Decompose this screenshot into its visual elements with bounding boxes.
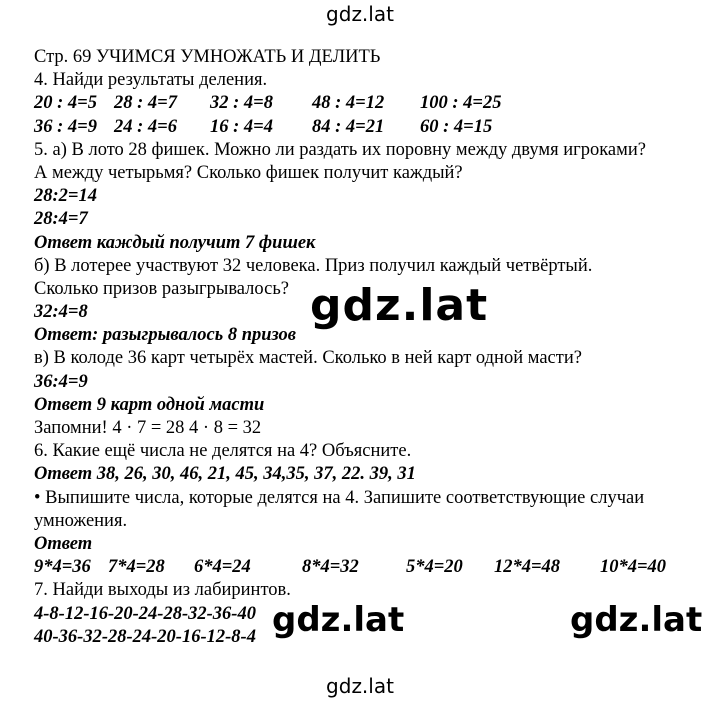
multiplication-fact: 9*4=36 bbox=[34, 557, 91, 578]
task5b-answer: Ответ: разыгрывалось 8 призов bbox=[34, 325, 297, 346]
multiplication-fact: 6*4=24 bbox=[194, 557, 251, 578]
division-result: 24 : 4=6 bbox=[114, 116, 177, 137]
task5a-text-line1: 5. а) В лото 28 фишек. Можно ли раздать их поровну между двумя игроками? bbox=[34, 139, 646, 160]
division-result: 36 : 4=9 bbox=[34, 116, 97, 137]
task5c-text-line1: в) В колоде 36 карт четырёх мастей. Сколько в ней карт одной масти? bbox=[34, 348, 582, 369]
task5a-calc1: 28:2=14 bbox=[34, 186, 97, 207]
watermark-middle: gdz.lat bbox=[310, 280, 489, 331]
watermark-bottom: gdz.lat bbox=[326, 674, 394, 698]
task4-row1 bbox=[34, 92, 714, 115]
task5a-text-line2: А между четырьмя? Сколько фишек получит каждый? bbox=[34, 162, 463, 183]
task5c-answer: Ответ 9 карт одной масти bbox=[34, 394, 265, 415]
task6-answer-label: Ответ bbox=[34, 533, 93, 554]
task5b-calc: 32:4=8 bbox=[34, 302, 88, 323]
task7-title: 7. Найди выходы из лабиринтов. bbox=[34, 580, 291, 601]
multiplication-fact: 7*4=28 bbox=[108, 557, 165, 578]
task5b-text-line2: Сколько призов разыгрывалось? bbox=[34, 278, 289, 299]
task5a-calc2: 28:4=7 bbox=[34, 209, 88, 230]
watermark-lower-left: gdz.lat bbox=[272, 600, 405, 640]
division-result: 32 : 4=8 bbox=[210, 93, 273, 114]
division-result: 20 : 4=5 bbox=[34, 93, 97, 114]
task6-bullet-line2: умножения. bbox=[34, 510, 128, 531]
task6-answer: Ответ 38, 26, 30, 46, 21, 45, 34,35, 37, 22. 39, 31 bbox=[34, 464, 416, 485]
watermark-lower-right: gdz.lat bbox=[570, 600, 703, 640]
task6-multiplication-row bbox=[34, 556, 714, 579]
division-result: 84 : 4=21 bbox=[312, 116, 385, 137]
division-result: 48 : 4=12 bbox=[312, 93, 385, 114]
remember-note: Запомни! 4 · 7 = 28 4 · 8 = 32 bbox=[34, 418, 262, 438]
watermark-top: gdz.lat bbox=[326, 2, 394, 26]
task5a-answer: Ответ каждый получит 7 фишек bbox=[34, 232, 316, 253]
task5c-calc: 36:4=9 bbox=[34, 371, 88, 392]
task7-sequence2: 40-36-32-28-24-20-16-12-8-4 bbox=[34, 626, 256, 647]
division-result: 28 : 4=7 bbox=[114, 93, 177, 114]
multiplication-fact: 8*4=32 bbox=[302, 557, 359, 578]
division-result: 60 : 4=15 bbox=[420, 116, 493, 137]
task7-sequence1: 4-8-12-16-20-24-28-32-36-40 bbox=[34, 603, 256, 624]
task4-row2 bbox=[34, 116, 714, 139]
solution-document bbox=[34, 46, 714, 649]
task5b-text-line1: б) В лотерее участвуют 32 человека. Приз получил каждый четвёртый. bbox=[34, 255, 593, 276]
task6-title: 6. Какие ещё числа не делятся на 4? Объясните. bbox=[34, 441, 412, 462]
multiplication-fact: 12*4=48 bbox=[494, 557, 561, 578]
task4-title: 4. Найди результаты деления. bbox=[34, 70, 268, 91]
multiplication-fact: 10*4=40 bbox=[600, 557, 667, 578]
multiplication-fact: 5*4=20 bbox=[406, 557, 463, 578]
task6-bullet-line1: • Выпишите числа, которые делятся на 4. Запишите соответствующие случаи bbox=[34, 487, 645, 508]
division-result: 100 : 4=25 bbox=[420, 93, 502, 114]
page-header: Стр. 69 УЧИМСЯ УМНОЖАТЬ И ДЕЛИТЬ bbox=[34, 47, 381, 67]
division-result: 16 : 4=4 bbox=[210, 116, 273, 137]
